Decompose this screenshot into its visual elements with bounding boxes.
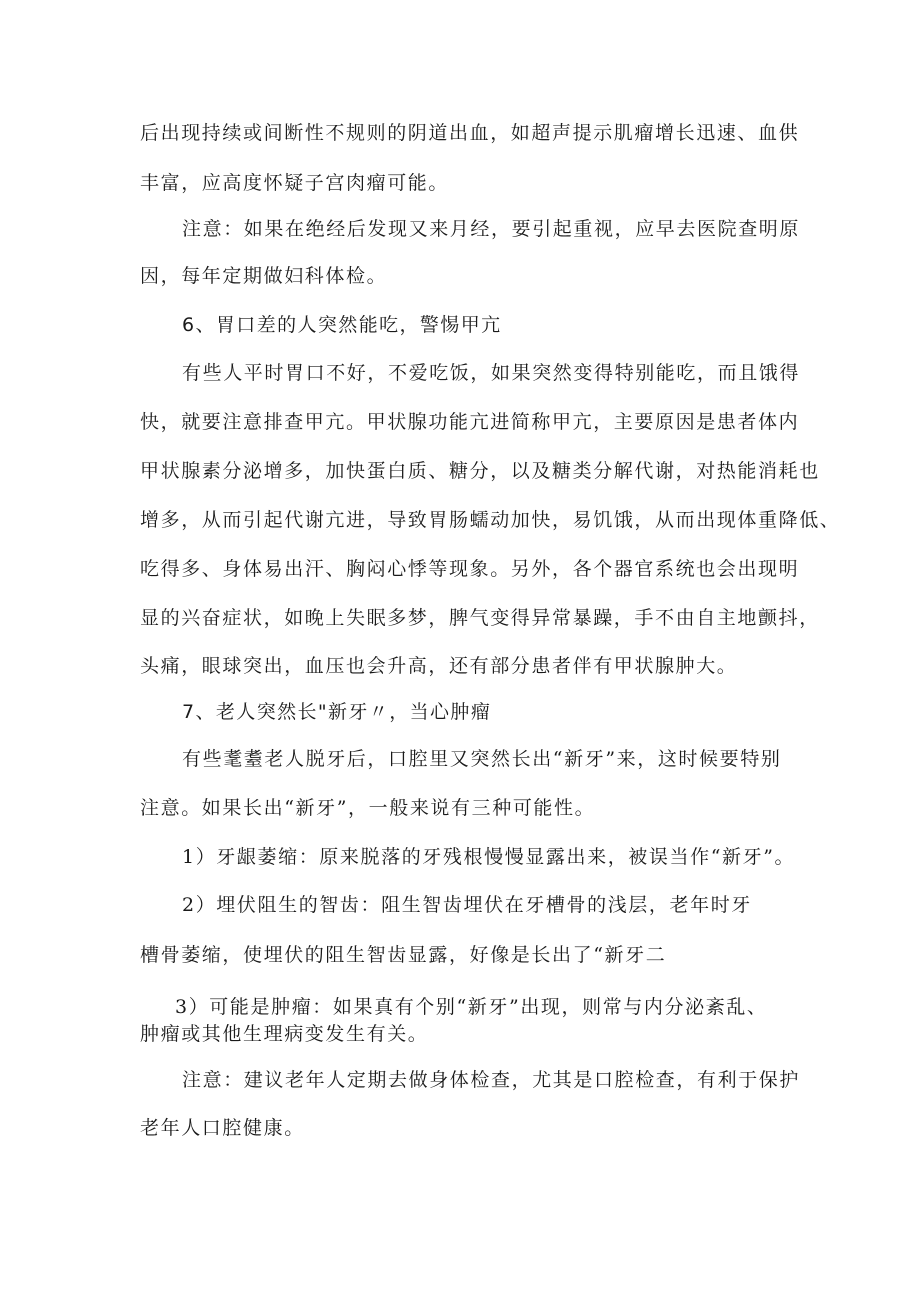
paragraph-line: 甲状腺素分泌增多，加快蛋白质、糖分，以及糖类分解代谢，对热能消耗也	[140, 460, 820, 482]
paragraph-line: 增多，从而引起代谢亢进，导致胃肠蠕动加快，易饥饿，从而出现体重降低、	[140, 509, 841, 531]
note-line: 注意：建议老年人定期去做身体检查，尤其是口腔检查，有利于保护	[182, 1069, 801, 1091]
list-item-1: 1）牙龈萎缩：原来脱落的牙残根慢慢显露出来，被误当作“新牙”。	[182, 846, 796, 868]
section-heading-7: 7、老人突然长"新牙〃，当心肿瘤	[182, 701, 492, 723]
list-item-2-continued: 槽骨萎缩，使埋伏的阻生智齿显露，好像是长出了“新牙二	[140, 944, 667, 966]
section-heading-6: 6、胃口差的人突然能吃，警惕甲亢	[182, 314, 502, 336]
paragraph-line: 后出现持续或间断性不规则的阴道出血，如超声提示肌瘤增长迅速、血供	[140, 122, 800, 144]
note-line: 注意：如果在绝经后发现又来月经，要引起重视，应早去医院查明原	[182, 218, 801, 240]
paragraph-line: 头痛，眼球突出，血压也会升高，还有部分患者伴有甲状腺肿大。	[140, 655, 738, 677]
paragraph-line: 丰富，应高度怀疑子宫肉瘤可能。	[140, 172, 450, 194]
note-line: 因，每年定期做妇科体检。	[140, 265, 388, 287]
list-item-2: 2）埋伏阻生的智齿：阻生智齿埋伏在牙槽骨的浅层，老年时牙	[182, 894, 752, 916]
paragraph-line: 吃得多、身体易出汗、胸闷心悸等现象。另外，各个器官系统也会出现明	[140, 558, 800, 580]
paragraph-line: 注意。如果长出“新牙”，一般来说有三种可能性。	[140, 797, 596, 819]
paragraph-line: 快，就要注意排查甲亢。甲状腺功能亢进简称甲亢，主要原因是患者体内	[140, 411, 800, 433]
list-item-3-continued: 肿瘤或其他生理病变发生有关。	[140, 1023, 429, 1045]
note-line: 老年人口腔健康。	[140, 1117, 305, 1139]
paragraph-line: 有些耄耋老人脱牙后，口腔里又突然长出“新牙”来，这时候要特别	[182, 748, 782, 770]
paragraph-line: 显的兴奋症状，如晚上失眠多梦，脾气变得异常暴躁，手不由自主地颤抖，	[140, 607, 820, 629]
list-item-3: 3）可能是肿瘤：如果真有个别“新牙”出现，则常与内分泌紊乱、	[175, 996, 768, 1018]
paragraph-line: 有些人平时胃口不好，不爱吃饭，如果突然变得特别能吃，而且饿得	[182, 362, 801, 384]
